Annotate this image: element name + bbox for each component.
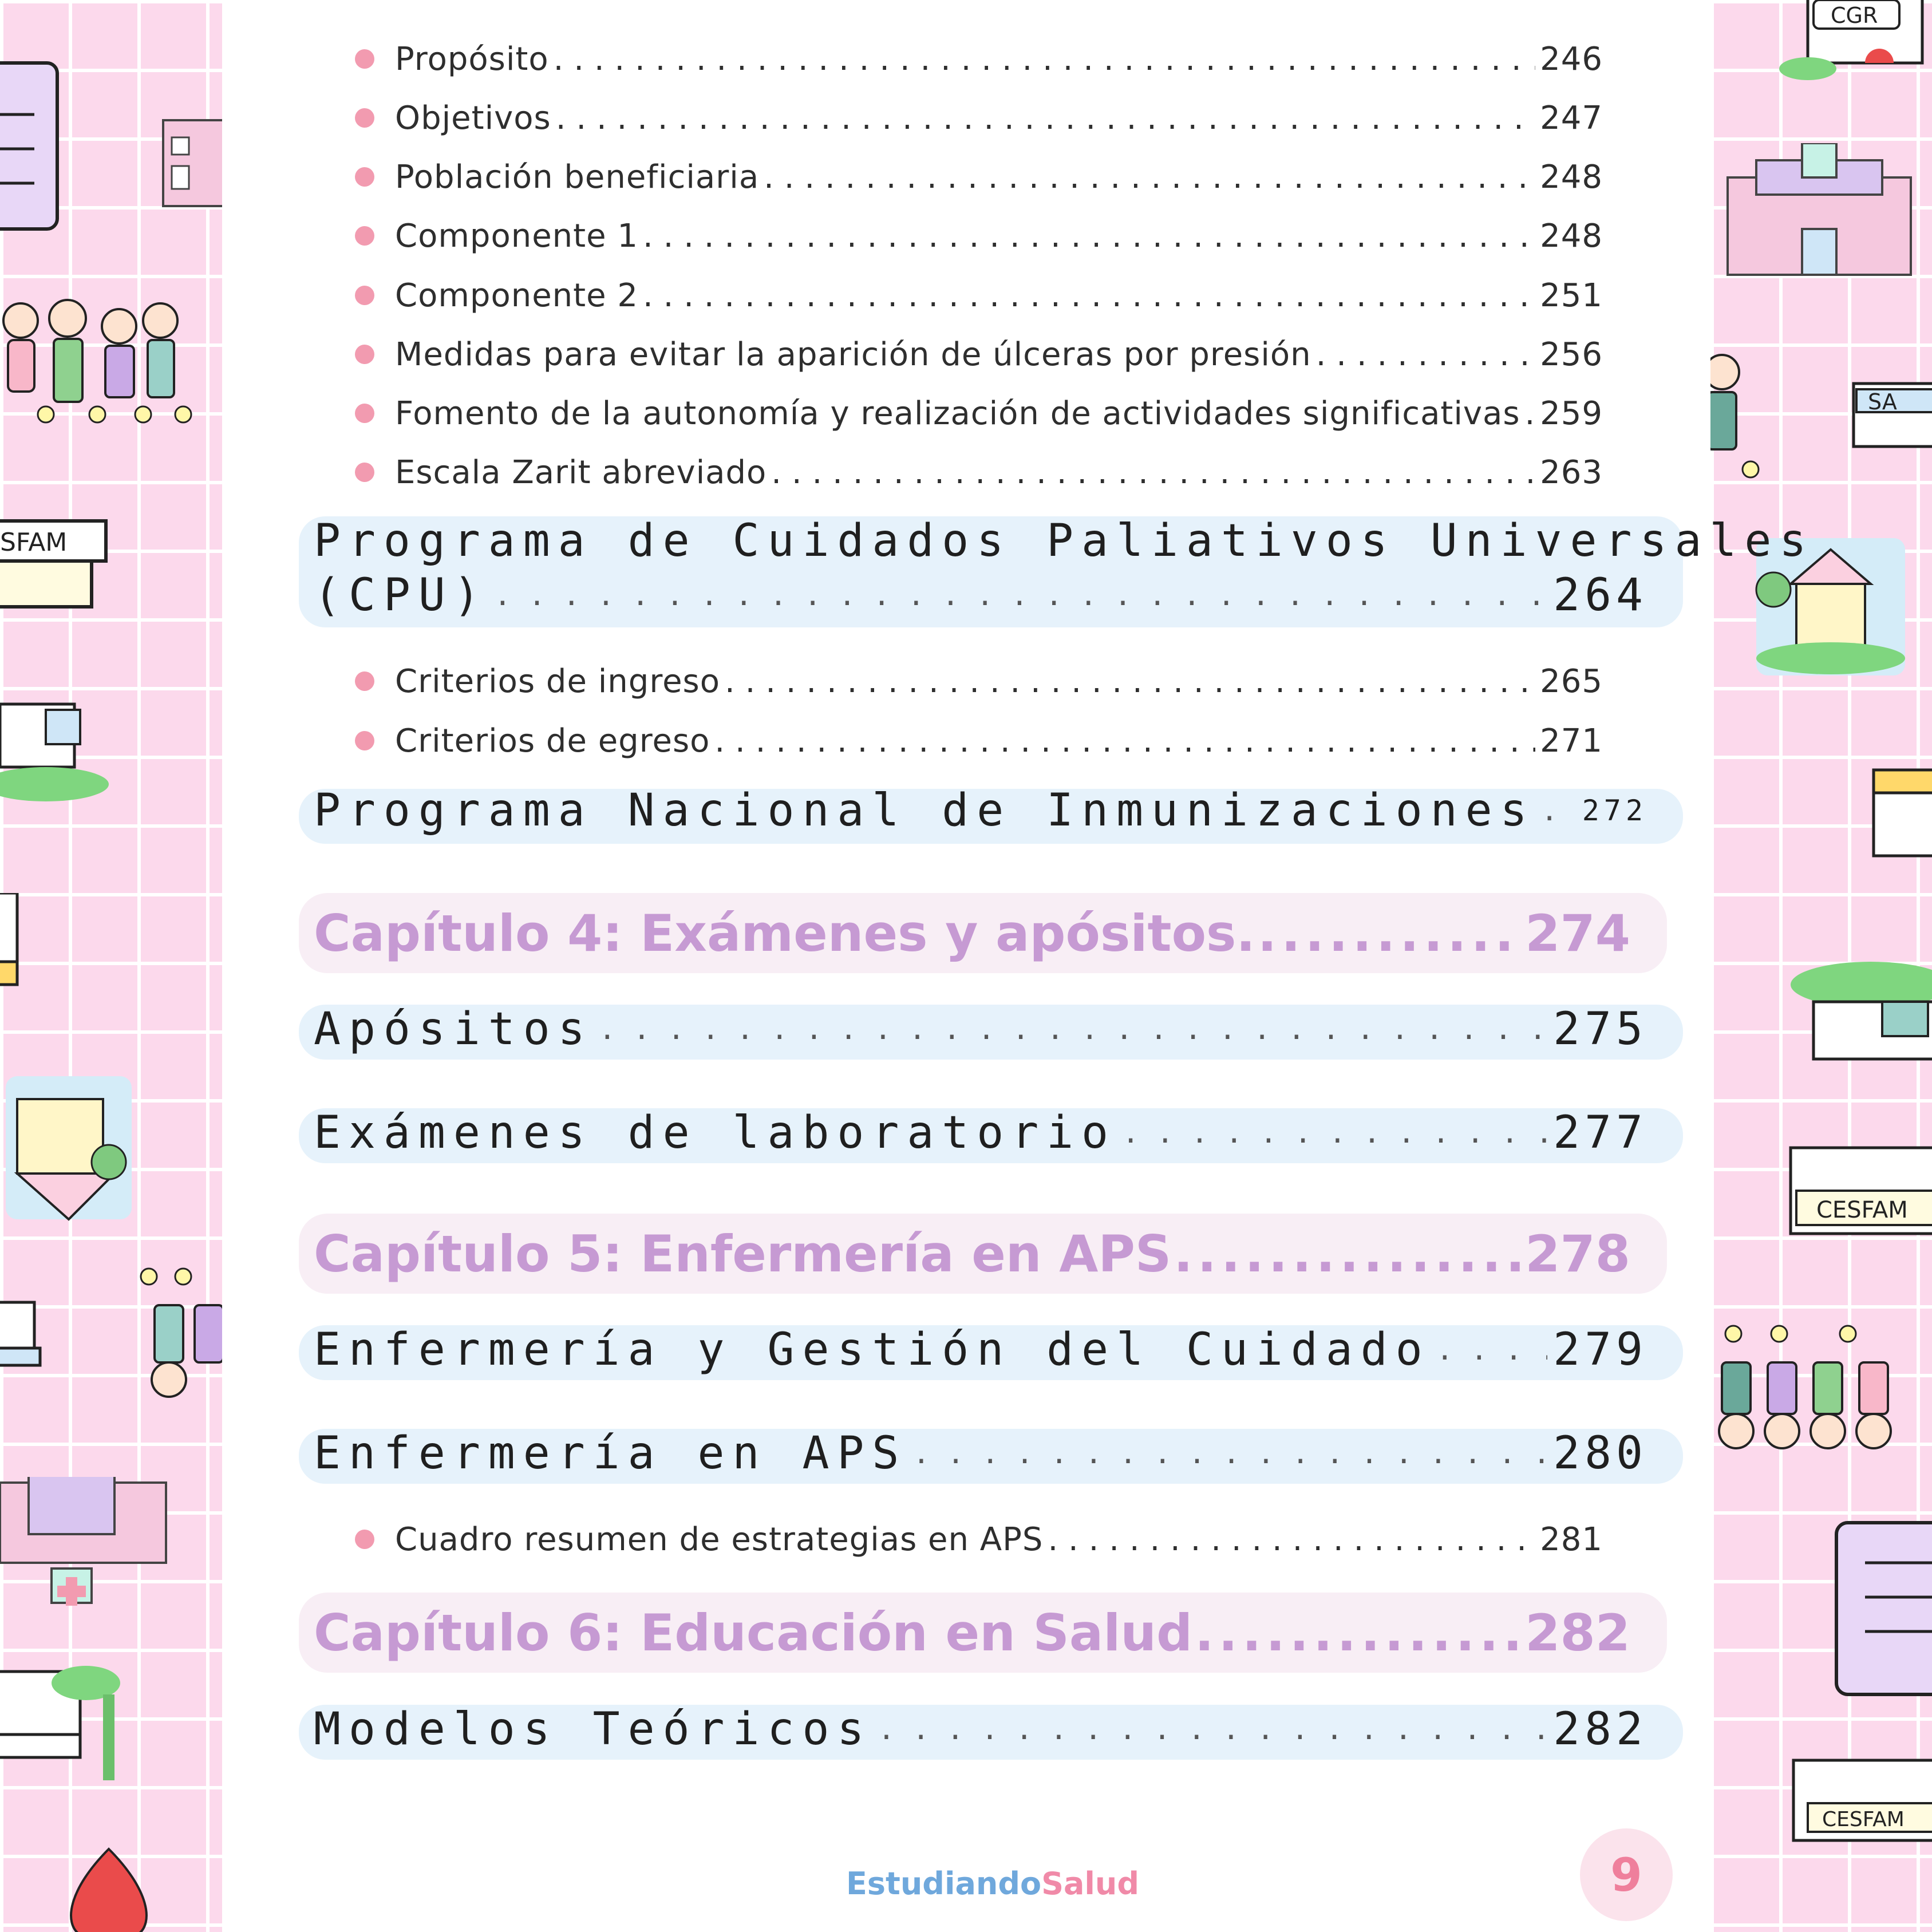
clipboard-icon (0, 57, 63, 235)
toc-program-entry-examenes[interactable]: Exámenes de laboratorio . . 277 (314, 1104, 1647, 1161)
bullet-icon (355, 1530, 374, 1549)
children-upside-down-icon (1710, 1317, 1932, 1465)
toc-subitem[interactable]: Escala Zarit abreviado . . . 263 (355, 447, 1603, 498)
toc-subitem[interactable]: Criterios de ingreso . . . 265 (355, 655, 1603, 707)
cesfam-sign-icon (1785, 1145, 1932, 1242)
left-decorative-panel (0, 0, 222, 1932)
cesfam-building-icon (0, 509, 114, 613)
toc-chapter-6[interactable]: Capítulo 6: Educación en Salud ..... 282 (314, 1593, 1630, 1673)
svg-text:CESFAM: CESFAM (1816, 1197, 1908, 1223)
toc-subitem[interactable]: Componente 1 . . . 248 (355, 210, 1603, 262)
heart-icon (46, 1843, 172, 1932)
hospital-icon (1722, 143, 1917, 280)
bullet-icon (355, 286, 374, 305)
building-edge-icon (0, 893, 23, 990)
svg-text:CESFAM: CESFAM (1822, 1808, 1905, 1831)
brand-logo: Estudiando Salud (846, 1860, 1092, 1906)
toc-program-entry-gestion[interactable]: Enfermería y Gestión del Cuidado . . 279 (314, 1321, 1647, 1378)
toc-program-title-line1[interactable]: Programa de Cuidados Paliativos Universales (314, 515, 1815, 567)
bullet-icon (355, 671, 374, 691)
svg-text:SA: SA (1868, 389, 1897, 414)
hospital-icon (0, 1477, 172, 1614)
page-number: 9 (1580, 1828, 1673, 1921)
bullet-icon (355, 226, 374, 246)
svg-text:CGR: CGR (1831, 3, 1878, 28)
family-house-icon (0, 1070, 137, 1225)
toc-subitem[interactable]: Objetivos . . . 247 (355, 92, 1603, 144)
clipboard-icon (1831, 1517, 1932, 1706)
cgr-building-icon (1773, 0, 1932, 86)
toc-program-entry-apositos[interactable]: Apósitos . . 275 (314, 1001, 1647, 1058)
toc-program-entry-modelos[interactable]: Modelos Teóricos . . 282 (314, 1701, 1647, 1758)
clinic-rural-icon (0, 670, 109, 801)
bullet-icon (355, 345, 374, 364)
svg-text:SFAM: SFAM (0, 528, 68, 557)
cesfam-sign-icon (0, 1299, 46, 1374)
toc-chapter-4[interactable]: Capítulo 4: Exámenes y apósitos. ..... 274 (314, 893, 1630, 973)
toc-program-entry-pni[interactable]: Programa Nacional de Inmunizaciones . . 272 (314, 782, 1647, 839)
children-upside-down-icon (132, 1254, 222, 1414)
bullet-icon (355, 49, 374, 69)
toc-subitem[interactable]: Medidas para evitar la aparición de úlceras por presión . . . 256 (355, 329, 1603, 380)
toc-subitem[interactable]: Criterios de egreso . . . 271 (355, 715, 1603, 767)
toc-subitem[interactable]: Propósito . . . 246 (355, 33, 1603, 85)
cgr-building-icon (0, 1660, 126, 1792)
toc-program-entry-aps[interactable]: Enfermería en APS . . 280 (314, 1425, 1647, 1482)
toc-subitem[interactable]: Cuadro resumen de estrategias en APS . . . 281 (355, 1514, 1603, 1565)
family-people-icon (0, 292, 195, 447)
toc-subitem[interactable]: Fomento de la autonomía y realización de actividades significativas . . . 259 (355, 388, 1603, 439)
bullet-icon (355, 404, 374, 423)
building-edge-icon (1871, 767, 1932, 864)
toc-subitem[interactable]: Componente 2 . . . 251 (355, 270, 1603, 321)
toc-program-entry-cpu[interactable]: (CPU) . . 264 (314, 567, 1647, 624)
toc-chapter-5[interactable]: Capítulo 5: Enfermería en APS ..... 278 (314, 1214, 1630, 1294)
bullet-icon (355, 463, 374, 482)
sa-sign-icon (1851, 378, 1932, 452)
hospital-building-icon (160, 103, 222, 212)
bullet-icon (355, 731, 374, 750)
right-decorative-panel (1710, 0, 1932, 1932)
bullet-icon (355, 167, 374, 187)
elderly-person-icon (1710, 349, 1773, 498)
toc-subitem[interactable]: Población beneficiaria . . . 248 (355, 151, 1603, 203)
bullet-icon (355, 108, 374, 128)
cesfam-sign-icon (1791, 1757, 1932, 1843)
rural-clinic-icon (1791, 962, 1932, 1088)
